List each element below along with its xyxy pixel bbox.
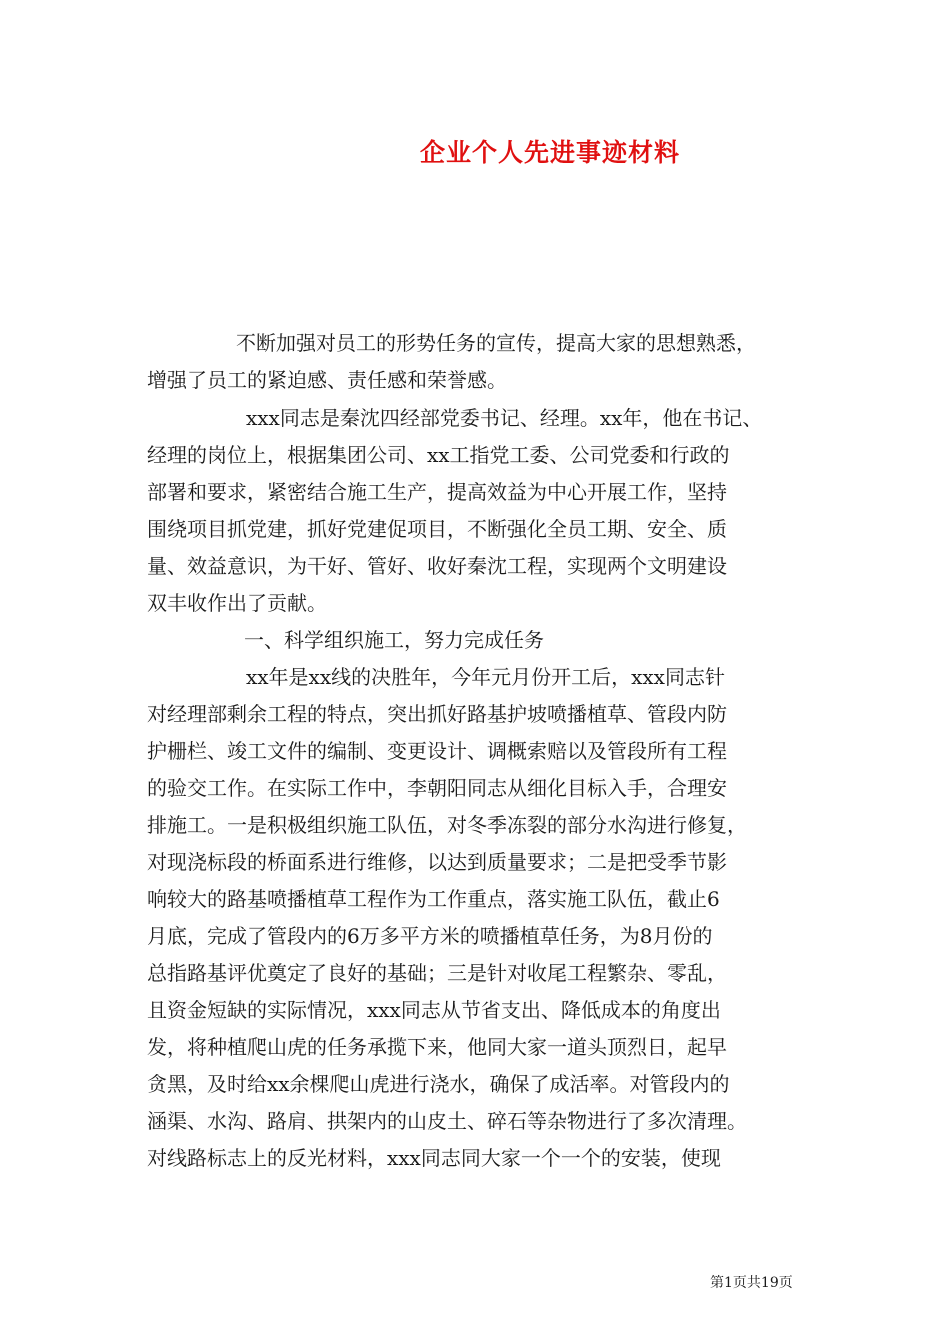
body-line: 对线路标志上的反光材料，xxx同志同大家一个一个的安装，使现: [147, 1146, 721, 1170]
body-line: xxx同志是秦沈四经部党委书记、经理。xx年，他在书记、: [246, 406, 763, 430]
body-line: 的验交工作。在实际工作中，李朝阳同志从细化目标入手，合理安: [147, 776, 727, 800]
body-line: 响较大的路基喷播植草工程作为工作重点，落实施工队伍，截止6: [147, 887, 720, 911]
body-line: 总指路基评优奠定了良好的基础；三是针对收尾工程繁杂、零乱，: [147, 961, 727, 985]
body-line: 对经理部剩余工程的特点，突出抓好路基护坡喷播植草、管段内防: [147, 702, 727, 726]
body-line: 发，将种植爬山虎的任务承揽下来，他同大家一道头顶烈日，起早: [147, 1035, 727, 1059]
body-line: 月底，完成了管段内的6万多平方米的喷播植草任务，为8月份的: [147, 924, 713, 948]
body-line: 部署和要求，紧密结合施工生产，提高效益为中心开展工作，坚持: [147, 480, 727, 504]
body-line: 增强了员工的紧迫感、责任感和荣誉感。: [147, 368, 507, 392]
page-title: 企业个人先进事迹材料: [419, 138, 680, 167]
body-line: 贪黑，及时给xx余棵爬山虎进行浇水，确保了成活率。对管段内的: [147, 1072, 730, 1096]
body-line: 排施工。一是积极组织施工队伍，对冬季冻裂的部分水沟进行修复，: [147, 813, 747, 837]
body-line: 且资金短缺的实际情况，xxx同志从节省支出、降低成本的角度出: [147, 998, 721, 1022]
body-line: 对现浇标段的桥面系进行维修，以达到质量要求；二是把受季节影: [147, 850, 727, 874]
page-number: 第1页共19页: [710, 1275, 793, 1291]
body-line: 量、效益意识，为干好、管好、收好秦沈工程，实现两个文明建设: [147, 554, 727, 578]
section-heading: 一、科学组织施工，努力完成任务: [244, 628, 544, 652]
body-line: 护栅栏、竣工文件的编制、变更设计、调概索赔以及管段所有工程: [147, 739, 727, 763]
body-line: 经理的岗位上，根据集团公司、xx工指党工委、公司党委和行政的: [147, 443, 730, 467]
body-line: 双丰收作出了贡献。: [147, 591, 327, 615]
body-line: 围绕项目抓党建，抓好党建促项目，不断强化全员工期、安全、质: [147, 517, 727, 541]
body-line: 不断加强对员工的形势任务的宣传，提高大家的思想熟悉，: [236, 331, 756, 355]
body-line: 涵渠、水沟、路肩、拱架内的山皮土、碎石等杂物进行了多次清理。: [147, 1109, 747, 1133]
body-line: xx年是xx线的决胜年，今年元月份开工后，xxx同志针: [246, 665, 725, 689]
